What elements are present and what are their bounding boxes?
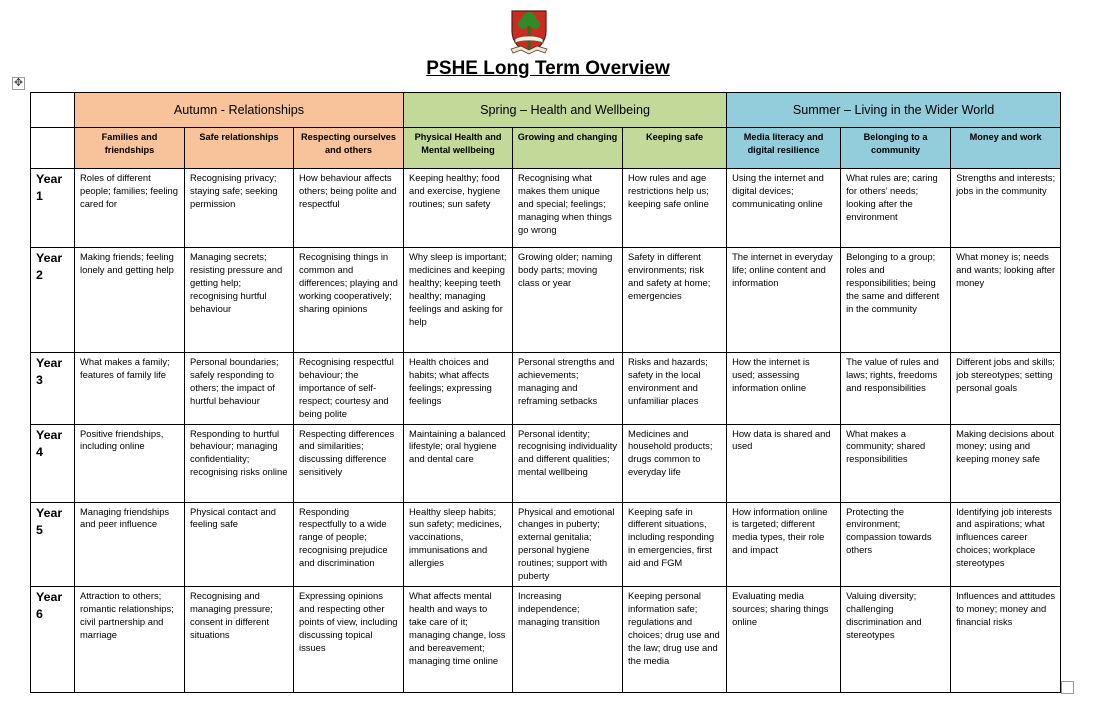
year-label: Year 5 [31, 502, 75, 586]
topic-cell: Personal boundaries; safely responding to others; the impact of hurtful behaviour [185, 353, 294, 425]
topic-cell: Managing friendships and peer influence [75, 502, 185, 586]
topic-cell: Using the internet and digital devices; communicating online [727, 169, 841, 248]
corner-cell [31, 128, 75, 169]
topic-heading: Physical Health and Mental wellbeing [404, 128, 513, 169]
table-resize-handle[interactable] [1061, 681, 1074, 694]
year-label: Year 3 [31, 353, 75, 425]
year-label: Year 1 [31, 169, 75, 248]
topic-cell: Recognising respectful behaviour; the importance of self-respect; courtesy and being polite [294, 353, 404, 425]
topic-cell: Physical contact and feeling safe [185, 502, 294, 586]
topic-cell: Risks and hazards; safety in the local environment and unfamiliar places [623, 353, 727, 425]
topic-cell: Evaluating media sources; sharing things online [727, 586, 841, 692]
topic-cell: What makes a family; features of family life [75, 353, 185, 425]
topic-cell: Personal identity; recognising individuality and different qualities; mental wellbeing [513, 424, 623, 502]
topic-cell: Managing secrets; resisting pressure and getting help; recognising hurtful behaviour [185, 248, 294, 353]
topic-cell: Roles of different people; families; feeling cared for [75, 169, 185, 248]
topic-cell: What money is; needs and wants; looking after money [951, 248, 1061, 353]
school-crest-icon [509, 5, 549, 55]
topic-cell: Attraction to others; romantic relationships; civil partnership and marriage [75, 586, 185, 692]
year-label: Year 2 [31, 248, 75, 353]
topic-heading: Growing and changing [513, 128, 623, 169]
topic-heading: Safe relationships [185, 128, 294, 169]
topic-cell: Personal strengths and achievements; managing and reframing setbacks [513, 353, 623, 425]
topic-cell: Positive friendships, including online [75, 424, 185, 502]
year-row [31, 586, 1061, 692]
topic-cell: Identifying job interests and aspirations; what influences career choices; workplace stereotypes [951, 502, 1061, 586]
topic-cell: Physical and emotional changes in puberty; external genitalia; personal hygiene routines; support with puberty [513, 502, 623, 586]
topic-cell: How data is shared and used [727, 424, 841, 502]
topic-heading: Respecting ourselves and others [294, 128, 404, 169]
topic-header-row [31, 128, 1061, 169]
topic-heading: Money and work [951, 128, 1061, 169]
topic-cell: Expressing opinions and respecting other points of view, including discussing topical issues [294, 586, 404, 692]
topic-cell: Responding respectfully to a wide range of people; recognising prejudice and discrimination [294, 502, 404, 586]
topic-cell: Health choices and habits; what affects feelings; expressing feelings [404, 353, 513, 425]
topic-cell: Different jobs and skills; job stereotypes; setting personal goals [951, 353, 1061, 425]
term-header-row [31, 93, 1061, 128]
year-row [31, 424, 1061, 502]
topic-cell: What affects mental health and ways to take care of it; managing change, loss and bereavement; managing time online [404, 586, 513, 692]
topic-cell: How the internet is used; assessing information online [727, 353, 841, 425]
topic-cell: Valuing diversity; challenging discrimination and stereotypes [841, 586, 951, 692]
topic-cell: How information online is targeted; different media types, their role and impact [727, 502, 841, 586]
page-title: PSHE Long Term Overview [426, 58, 670, 79]
topic-cell: What makes a community; shared responsibilities [841, 424, 951, 502]
topic-cell: How behaviour affects others; being polite and respectful [294, 169, 404, 248]
year-row [31, 502, 1061, 586]
term-spring-heading: Spring – Health and Wellbeing [404, 93, 727, 128]
topic-cell: Keeping safe in different situations, including responding in emergencies, first aid and FGM [623, 502, 727, 586]
topic-cell: Healthy sleep habits; sun safety; medicines, vaccinations, immunisations and allergies [404, 502, 513, 586]
topic-cell: What rules are; caring for others’ needs; looking after the environment [841, 169, 951, 248]
table-move-handle-icon[interactable]: ✥ [13, 77, 24, 89]
topic-cell: Why sleep is important; medicines and keeping healthy; keeping teeth healthy; managing feelings and asking for help [404, 248, 513, 353]
topic-cell: The internet in everyday life; online content and information [727, 248, 841, 353]
topic-cell: Medicines and household products; drugs common to everyday life [623, 424, 727, 502]
year-row [31, 353, 1061, 425]
topic-cell: Making friends; feeling lonely and getting help [75, 248, 185, 353]
corner-cell [31, 93, 75, 128]
topic-cell: The value of rules and laws; rights, freedoms and responsibilities [841, 353, 951, 425]
topic-cell: Recognising and managing pressure; consent in different situations [185, 586, 294, 692]
year-row [31, 169, 1061, 248]
topic-cell: Strengths and interests; jobs in the community [951, 169, 1061, 248]
overview-table [30, 92, 1061, 693]
topic-heading: Families and friendships [75, 128, 185, 169]
topic-cell: Keeping personal information safe; regulations and choices; drug use and the law; drug use and the media [623, 586, 727, 692]
topic-cell: Respecting differences and similarities; discussing difference sensitively [294, 424, 404, 502]
topic-cell: Recognising privacy; staying safe; seeking permission [185, 169, 294, 248]
term-autumn-heading: Autumn - Relationships [75, 93, 404, 128]
topic-heading: Media literacy and digital resilience [727, 128, 841, 169]
topic-cell: Belonging to a group; roles and responsibilities; being the same and different in the community [841, 248, 951, 353]
topic-cell: Protecting the environment; compassion towards others [841, 502, 951, 586]
topic-heading: Keeping safe [623, 128, 727, 169]
topic-cell: Keeping healthy; food and exercise, hygiene routines; sun safety [404, 169, 513, 248]
topic-cell: Maintaining a balanced lifestyle; oral hygiene and dental care [404, 424, 513, 502]
year-label: Year 6 [31, 586, 75, 692]
topic-cell: Growing older; naming body parts; moving class or year [513, 248, 623, 353]
topic-cell: How rules and age restrictions help us; keeping safe online [623, 169, 727, 248]
year-row [31, 248, 1061, 353]
year-label: Year 4 [31, 424, 75, 502]
term-summer-heading: Summer – Living in the Wider World [727, 93, 1061, 128]
topic-heading: Belonging to a community [841, 128, 951, 169]
topic-cell: Recognising things in common and differences; playing and working cooperatively; sharing opinions [294, 248, 404, 353]
topic-cell: Making decisions about money; using and keeping money safe [951, 424, 1061, 502]
topic-cell: Influences and attitudes to money; money and financial risks [951, 586, 1061, 692]
topic-cell: Recognising what makes them unique and special; feelings; managing when things go wrong [513, 169, 623, 248]
topic-cell: Increasing independence; managing transition [513, 586, 623, 692]
topic-cell: Responding to hurtful behaviour; managing confidentiality; recognising risks online [185, 424, 294, 502]
topic-cell: Safety in different environments; risk and safety at home; emergencies [623, 248, 727, 353]
